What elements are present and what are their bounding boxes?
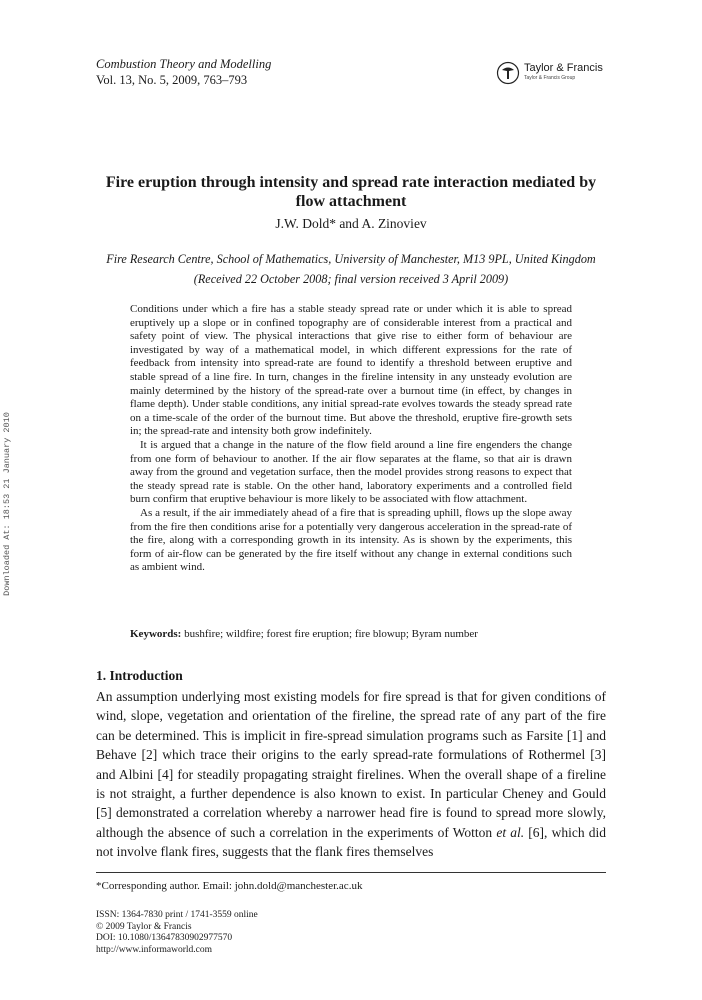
footnote-divider (96, 872, 606, 873)
journal-name: Combustion Theory and Modelling (96, 57, 272, 71)
keywords (130, 627, 572, 641)
journal-header (96, 56, 271, 88)
body-text-italic: et al. (496, 824, 525, 840)
body-text-part: [6], which did not involve flank fires, suggests that the flank fires themselves (96, 824, 607, 860)
body-text-part: An assumption underlying most existing models for fire spread is that for given conditions of wind, slope, vegetation and orientation of the fireline, the spread rate of any part of the fire can be determined. This is implicit in fire-spread simulation programs such as Farsite [1] and Behave [2] which trace their origins to the early spread-rate formulations of Rothermel [3] and Albini [4] for steadily propagating straight firelines. When the overall shape of a fireline is not straight, a further dependence is also known to exist. In particular Cheney and Gould [5] demonstrated a correlation whereby a narrower head fire is found to spread more slowly, although the absence of such a correlation in the experiments of Wotton (96, 689, 606, 840)
copyright: © 2009 Taylor & Francis (96, 921, 192, 932)
issn: ISSN: 1364-7830 print / 1741-3559 online (96, 910, 258, 920)
abstract-paragraph: It is argued that a change in the nature of the flow field around a line fire engenders the change from one form of behaviour to another. If the air flow separates at the flame, so that air is drawn away from the ground and vegetation surface, then the model provides strong reasons to expect that the steady spread rate is stable. On the other hand, laboratory experiments and a controlled field burn confirm that eruptive behaviour is more likely to be associated with flow attachment. (130, 438, 572, 506)
publisher-url: http://www.informaworld.com (96, 944, 213, 955)
affiliation: Fire Research Centre, School of Mathematics, University of Manchester, M13 9PL, United Kingdom (106, 252, 596, 266)
publisher-group: Taylor & Francis Group (524, 75, 576, 81)
taylor-francis-logo-icon (496, 61, 520, 85)
introduction-body (96, 687, 606, 862)
footnote: *Corresponding author. Email: john.dold@manchester.ac.uk (96, 880, 363, 892)
keywords-label: Keywords: (130, 628, 182, 640)
publisher-name: Taylor & Francis (524, 62, 603, 74)
abstract-paragraph: Conditions under which a fire has a stable steady spread rate or under which it is able to spread eruptively up a slope or in confined topography are of considerable interest from a practical and safety point of view. The physical interactions that give rise to either form of behaviour are investigated by way of a mathematical model, in which different expressions for the rate of feedback from intensity into spread-rate are found to identify a threshold between eruptive and stable spread of a line fire. In turn, changes in the fireline intensity in any unsteady evolution are mainly determined by the history of the spread-rate over a burnout time (in effect, by changes in flame depth). Under stable conditions, any initial spread-rate evolves towards the steady spread rate on a time-scale of the order of the burnout time. But above the threshold, eruptive fire-growth sets in; the spread-rate and intensity both grow indefinitely. (130, 303, 572, 438)
paper-title: Fire eruption through intensity and spread rate interaction mediated by flow attachment (105, 174, 597, 210)
section-heading: 1. Introduction (96, 668, 183, 683)
keywords-text: bushfire; wildfire; forest fire eruption; fire blowup; Byram number (184, 628, 478, 640)
download-stamp-text: Downloaded At: 18:53 21 January 2010 (2, 412, 12, 596)
doi: DOI: 10.1080/13647830902977570 (96, 933, 233, 943)
body-paragraph (96, 687, 606, 862)
abstract-paragraph: As a result, if the air immediately ahead of a fire that is spreading uphill, flows up the slope away from the fire then conditions arise for a potentially very dangerous acceleration in the spread-rate of the fire, along with a corresponding growth in its intensity. As is shown by the experiments, this form of air-flow can be generated by the fire itself without any change in external conditions such as ambient wind. (130, 506, 572, 574)
received-dates: (Received 22 October 2008; final version received 3 April 2009) (193, 272, 509, 286)
authors: J.W. Dold* and A. Zinoviev (275, 216, 427, 231)
issn-block (96, 910, 258, 956)
publisher-logo-block (496, 60, 616, 88)
volume-info: Vol. 13, No. 5, 2009, 763–793 (96, 73, 248, 87)
download-stamp (0, 404, 14, 604)
abstract (130, 303, 572, 575)
